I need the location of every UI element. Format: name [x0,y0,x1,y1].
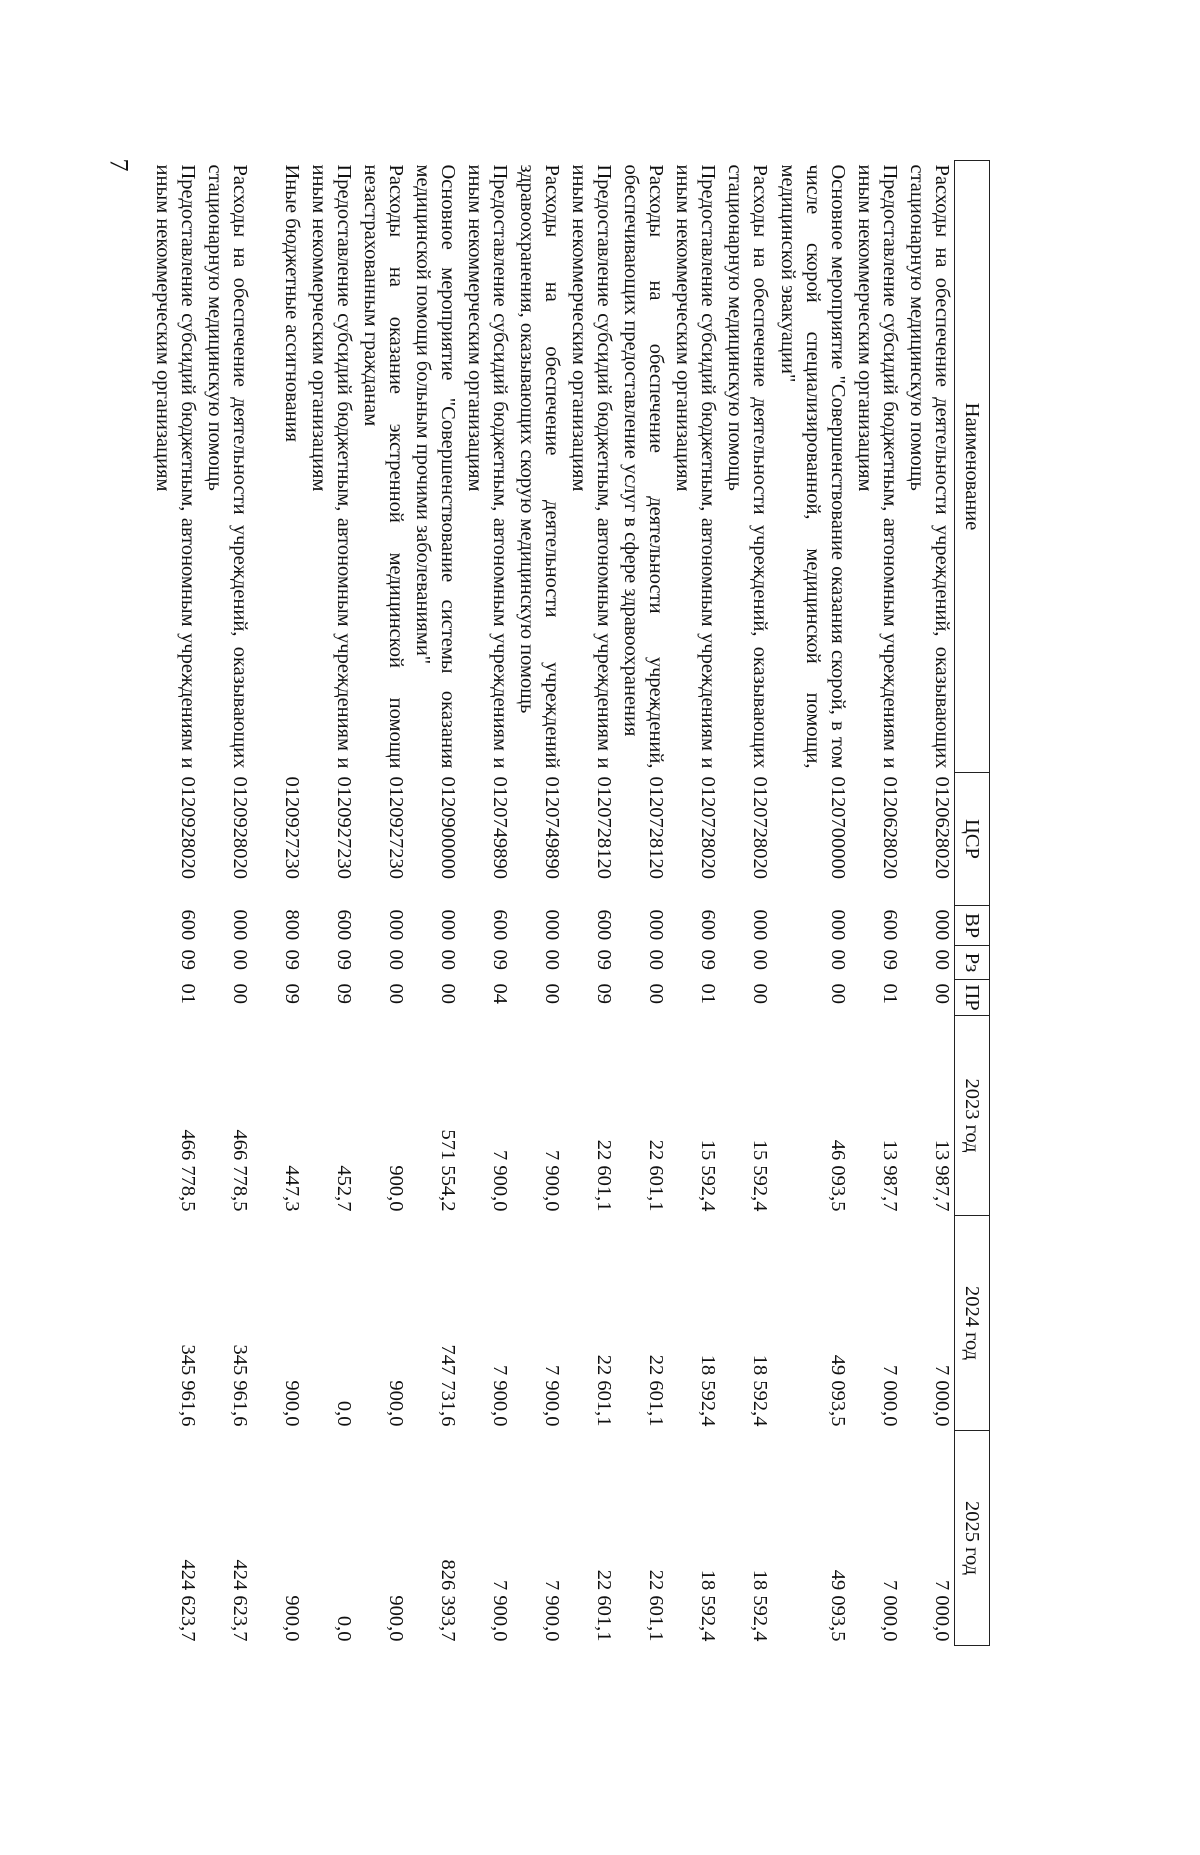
row-name: Предоставление субсидий бюджетным, автономным учреждениям и иным некоммерческим организациям [568,164,616,769]
row-2025: 7 000,0 [879,1580,902,1642]
row-rz: 09 [697,949,720,970]
row-pr: 04 [489,983,512,1004]
row-2023: 7 900,0 [541,1150,564,1212]
table-row [305,161,357,1646]
row-2023: 571 554,2 [437,1129,460,1212]
row-rz: 00 [645,949,668,970]
row-2025: 826 393,7 [437,1559,460,1642]
header-csr: ЦСР [955,773,990,906]
row-vr: 600 [333,909,356,941]
row-csr: 0120928020 [229,776,252,879]
row-2023: 22 601,1 [645,1139,668,1212]
row-name: Расходы на оказание экстренной медицинской помощи незастрахованным гражданам [360,164,408,769]
row-2025: 7 900,0 [541,1580,564,1642]
row-name: Предоставление субсидий бюджетным, автономным учреждениям и иным некоммерческим организациям [308,164,356,769]
row-pr: 00 [385,983,408,1004]
row-csr: 0120927230 [333,776,356,879]
row-pr: 01 [177,983,200,1004]
row-name: Предоставление субсидий бюджетным, автономным учреждениям и иным некоммерческим организациям [152,164,200,769]
row-pr: 01 [697,983,720,1004]
row-csr: 0120749890 [541,776,564,879]
row-name: Основное мероприятие "Совершенствование оказания скорой, в том числе скорой специализированной, медицинской помощи, медицинской эвакуации" [777,164,850,769]
header-2025: 2025 год [955,1431,990,1646]
header-vr: ВР [955,906,990,946]
row-pr: 00 [229,983,252,1004]
row-vr: 600 [489,909,512,941]
row-pr: 00 [437,983,460,1004]
row-vr: 000 [645,909,668,941]
row-csr: 0120927230 [385,776,408,879]
row-2023: 22 601,1 [593,1139,616,1212]
row-name: Расходы на обеспечение деятельности учреждений, оказывающих стационарную медицинскую помощь [906,164,953,769]
row-csr: 0120700000 [827,776,850,879]
row-2025: 0,0 [333,1615,356,1642]
row-2024: 0,0 [333,1400,356,1427]
header-2024: 2024 год [955,1216,990,1431]
row-name: Предоставление субсидий бюджетным, автономным учреждениям и иным некоммерческим организациям [854,164,902,769]
table-body [149,161,955,1646]
table-row [617,161,669,1646]
row-vr: 600 [697,909,720,941]
row-2025: 424 623,7 [229,1559,252,1642]
row-pr: 00 [749,983,772,1004]
table-row [851,161,903,1646]
row-2023: 466 778,5 [229,1129,252,1212]
row-rz: 00 [827,949,850,970]
row-rz: 09 [333,949,356,970]
row-2024: 747 731,6 [437,1344,460,1427]
row-csr: 0120728120 [645,776,668,879]
row-2024: 7 000,0 [879,1365,902,1427]
row-2024: 7 900,0 [541,1365,564,1427]
row-pr: 09 [281,983,304,1004]
row-name: Расходы на обеспечение деятельности учреждений, оказывающих стационарную медицинскую помощь [204,164,252,769]
row-2024: 345 961,6 [229,1344,252,1427]
row-rz: 00 [385,949,408,970]
row-2025: 7 000,0 [931,1580,953,1642]
row-csr: 0120927230 [281,776,304,879]
table-row [773,161,851,1646]
row-2024: 345 961,6 [177,1344,200,1427]
row-rz: 00 [437,949,460,970]
table-row [461,161,513,1646]
row-name: Расходы на обеспечение деятельности учреждений здравоохранения, оказывающих скорую медицинскую помощь [516,164,564,769]
row-rz: 00 [229,949,252,970]
row-pr: 00 [827,983,850,1004]
row-2025: 18 592,4 [697,1569,720,1642]
row-2025: 900,0 [385,1595,408,1642]
row-pr: 00 [541,983,564,1004]
row-2025: 900,0 [281,1595,304,1642]
row-2025: 22 601,1 [645,1569,668,1642]
row-2025: 18 592,4 [749,1569,772,1642]
row-2024: 49 093,5 [827,1354,850,1427]
table-row [513,161,565,1646]
table-row [721,161,773,1646]
row-pr: 09 [333,983,356,1004]
row-vr: 000 [437,909,460,941]
row-rz: 09 [879,949,902,970]
row-vr: 000 [385,909,408,941]
row-2024: 900,0 [385,1380,408,1427]
row-2024: 18 592,4 [749,1354,772,1427]
row-2025: 22 601,1 [593,1569,616,1642]
row-name: Расходы на обеспечение деятельности учреждений, обеспечивающих предоставление услуг в сфере здравоохранения [620,164,668,769]
row-vr: 000 [827,909,850,941]
row-csr: 0120728120 [593,776,616,879]
header-2023: 2023 год [955,1016,990,1216]
row-csr: 0120928020 [177,776,200,879]
row-vr: 000 [541,909,564,941]
row-vr: 000 [229,909,252,941]
row-2023: 13 987,7 [931,1139,953,1212]
row-2024: 7 000,0 [931,1365,953,1427]
row-name: Предоставление субсидий бюджетным, автономным учреждениям и иным некоммерческим организациям [464,164,512,769]
row-2023: 900,0 [385,1165,408,1212]
row-pr: 00 [645,983,668,1004]
row-csr: 0120749890 [489,776,512,879]
row-vr: 600 [879,909,902,941]
row-2023: 15 592,4 [749,1139,772,1212]
table-row [201,161,253,1646]
row-2024: 22 601,1 [593,1354,616,1427]
row-vr: 000 [749,909,772,941]
row-pr: 01 [879,983,902,1004]
row-2024: 22 601,1 [645,1354,668,1427]
row-csr: 0120628020 [879,776,902,879]
row-rz: 09 [177,949,200,970]
row-2025: 424 623,7 [177,1559,200,1642]
row-2023: 13 987,7 [879,1139,902,1212]
table-row [565,161,617,1646]
row-vr: 600 [593,909,616,941]
row-name: Иные бюджетные ассигнования [281,164,304,443]
row-rz: 00 [541,949,564,970]
row-vr: 800 [281,909,304,941]
row-2024: 18 592,4 [697,1354,720,1427]
row-rz: 09 [593,949,616,970]
table-row [253,161,305,1646]
row-csr: 0120628020 [931,776,953,879]
row-2023: 7 900,0 [489,1150,512,1212]
row-2025: 7 900,0 [489,1580,512,1642]
table-row [903,161,955,1646]
row-2023: 447,3 [281,1165,304,1212]
row-csr: 0120900000 [437,776,460,879]
row-rz: 00 [931,949,953,970]
header-rz: Рз [955,946,990,980]
row-pr: 09 [593,983,616,1004]
page-number: 7 [104,158,134,172]
row-2025: 49 093,5 [827,1569,850,1642]
header-pr: ПР [955,980,990,1016]
row-2023: 15 592,4 [697,1139,720,1212]
row-csr: 0120728020 [749,776,772,879]
row-2023: 452,7 [333,1165,356,1212]
table-row [149,161,201,1646]
row-2024: 900,0 [281,1380,304,1427]
budget-table [149,160,991,1646]
row-name: Основное мероприятие "Совершенствование системы оказания медицинской помощи больным прочими заболеваниями" [412,164,460,769]
row-name: Расходы на обеспечение деятельности учреждений, оказывающих стационарную медицинскую помощь [724,164,772,769]
table-row [669,161,721,1646]
table-header [955,161,990,1646]
row-2024: 7 900,0 [489,1365,512,1427]
rotated-sheet [0,160,990,1855]
row-rz: 09 [281,949,304,970]
row-2023: 466 778,5 [177,1129,200,1212]
row-rz: 09 [489,949,512,970]
table-row [409,161,461,1646]
row-name: Предоставление субсидий бюджетным, автономным учреждениям и иным некоммерческим организациям [672,164,720,769]
row-vr: 000 [931,909,953,941]
row-vr: 600 [177,909,200,941]
row-csr: 0120728020 [697,776,720,879]
row-rz: 00 [749,949,772,970]
header-name: Наименование [955,161,990,773]
table-row [357,161,409,1646]
row-2023: 46 093,5 [827,1139,850,1212]
row-pr: 00 [931,983,953,1004]
